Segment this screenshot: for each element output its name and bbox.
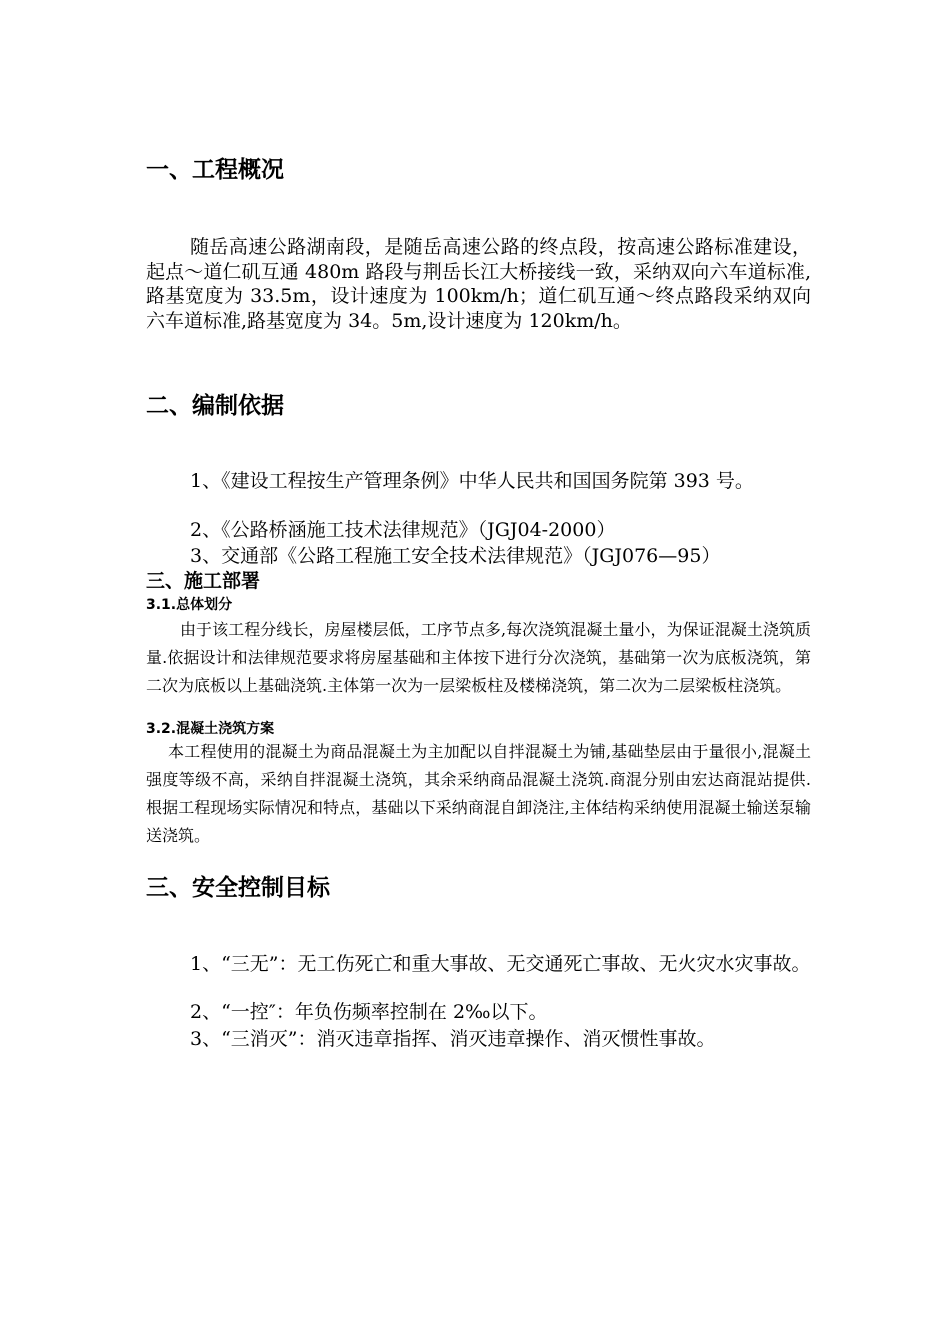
basis-item-2: 2、《公路桥涵施工技术法律规范》（JGJ04-2000） [190,519,616,541]
safety-item-3: 3、“三消灭”：消灭违章指挥、消灭违章操作、消灭惯性事故。 [190,1028,716,1050]
overview-paragraph: 随岳高速公路湖南段，是随岳高速公路的终点段，按高速公路标准建设，起点～道仁矶互通 480m 路段与荆岳长江大桥接线一致，采纳双向六车道标准,路基宽度为 33.5m，设计速度为 100km/h；道仁矶互通～终点路段采纳双向六车道标准,路基宽度为 34。5m,设计速度为 120km/h。 [146,236,811,332]
subsection-3-2-paragraph: 本工程使用的混凝土为商品混凝土为主加配以自拌混凝土为铺,基础垫层由于量很小,混凝土强度等级不高，采纳自拌混凝土浇筑，其余采纳商品混凝土浇筑.商混分别由宏达商混站提供.根据工程现场实际情况和特点，基础以下采纳商混自卸浇注,主体结构采纳使用混凝土输送泵输送浇筑。 [146,742,811,845]
section-heading-overview: 一、工程概况 [146,157,284,183]
subsection-heading-3-2: 3.2.混凝土浇筑方案 [146,721,275,737]
subsection-heading-3-1: 3.1.总体划分 [146,597,233,613]
basis-item-3: 3、交通部《公路工程施工安全技术法律规范》（JGJ076—95） [190,545,721,567]
section-heading-deployment: 三、施工部署 [146,570,261,592]
safety-item-2: 2、“一控″：年负伤频率控制在 2‰以下。 [190,1001,548,1023]
section-heading-safety: 三、安全控制目标 [146,875,330,901]
section-heading-basis: 二、编制依据 [146,393,284,419]
basis-item-1: 1、《建设工程按生产管理条例》中华人民共和国国务院第 393 号。 [190,470,754,492]
subsection-3-1-paragraph: 由于该工程分线长，房屋楼层低，工序节点多,每次浇筑混凝土量小，为保证混凝土浇筑质量.依据设计和法律规范要求将房屋基础和主体按下进行分次浇筑，基础第一次为底板浇筑，第二次为底板以上基础浇筑.主体第一次为一层梁板柱及楼梯浇筑，第二次为二层梁板柱浇筑。 [146,620,811,695]
safety-item-1: 1、“三无”：无工伤死亡和重大事故、无交通死亡事故、无火灾水灾事故。 [190,953,811,975]
